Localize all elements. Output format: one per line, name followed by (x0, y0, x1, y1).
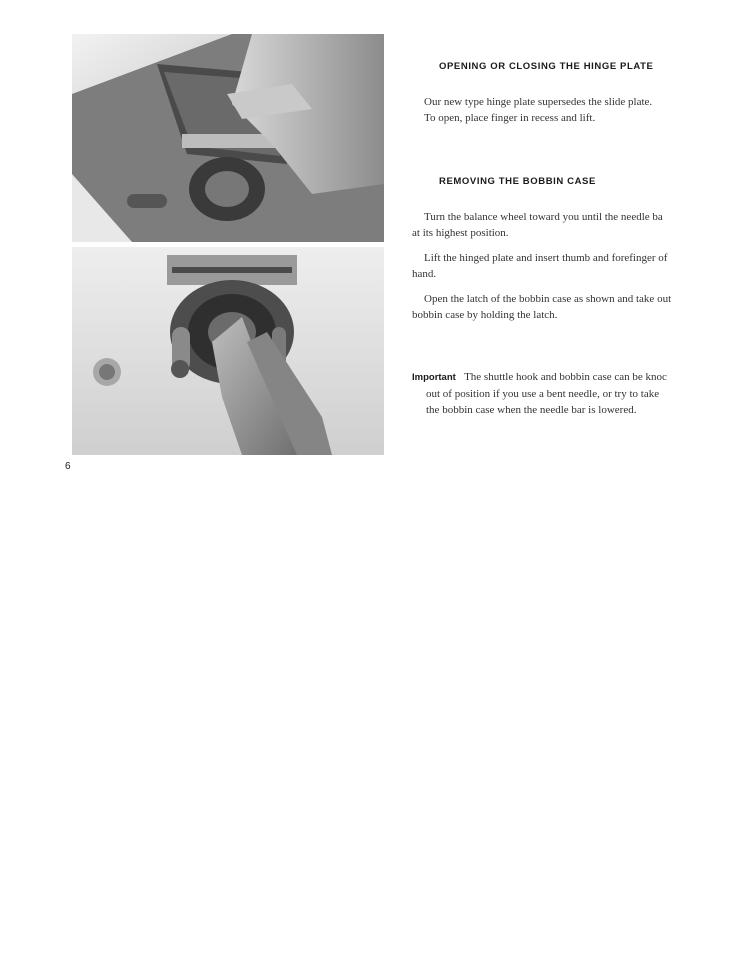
important-first-line (412, 369, 712, 386)
heading-bobbin-case: REMOVING THE BOBBIN CASE (439, 176, 596, 187)
text-line: Open the latch of the bobbin case as shown and take out (424, 293, 672, 305)
heading-hinge-plate: OPENING OR CLOSING THE HINGE PLATE (439, 61, 654, 72)
paragraph-hinge-plate (424, 94, 714, 126)
important-label: Important (412, 372, 456, 383)
text-line: Turn the balance wheel toward you until the needle ba (424, 211, 663, 223)
text-line: at its highest position. (412, 227, 509, 239)
text-line: To open, place finger in recess and lift. (424, 112, 596, 124)
text-line: the bobbin case when the needle bar is lowered. (426, 404, 637, 416)
paragraph-open-latch (412, 291, 712, 323)
paragraph-turn-wheel (412, 209, 712, 241)
text-line: Lift the hinged plate and insert thumb and forefinger of (424, 252, 668, 264)
important-note (412, 369, 712, 418)
text-line: The shuttle hook and bobbin case can be knoc (464, 371, 667, 383)
page-number: 6 (65, 461, 71, 472)
text-line: hand. (412, 268, 437, 280)
text-line: bobbin case by holding the latch. (412, 309, 558, 321)
hinge-plate-photo (72, 34, 384, 242)
text-line: Our new type hinge plate supersedes the slide plate. (424, 96, 653, 108)
text-line: out of position if you use a bent needle, or try to take (426, 388, 660, 400)
bobbin-case-photo (72, 247, 384, 455)
paragraph-lift-plate (412, 250, 712, 282)
